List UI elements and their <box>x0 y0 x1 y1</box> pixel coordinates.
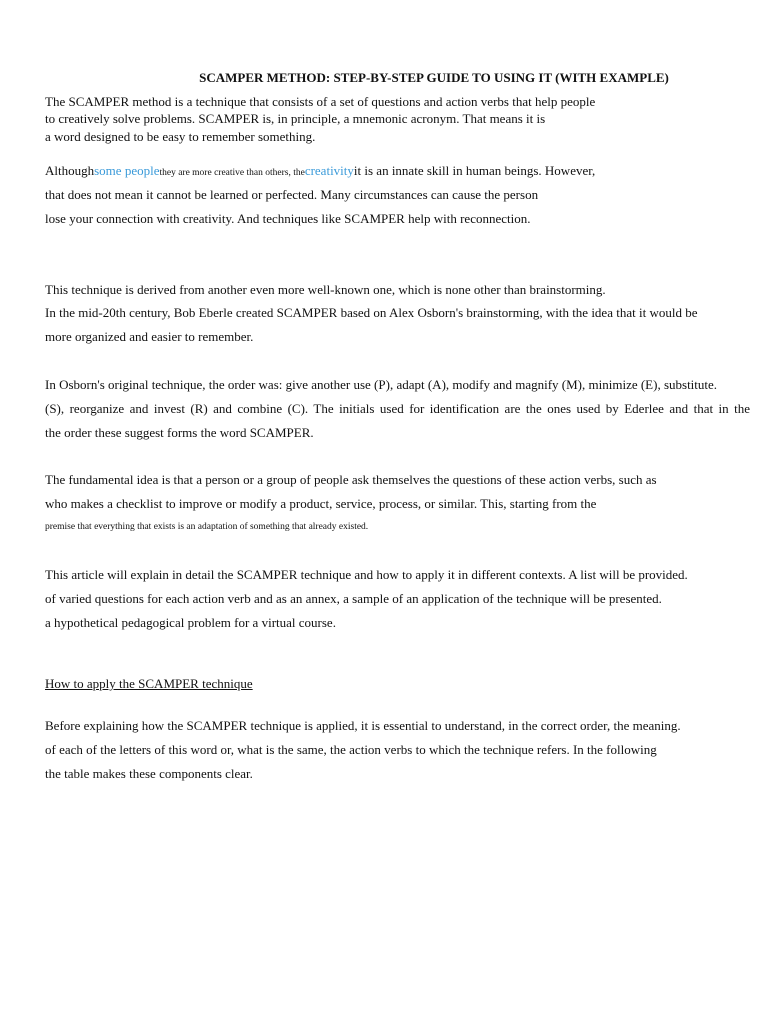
paragraph-2-line-1 <box>45 163 595 181</box>
paragraph-5-line-1: The fundamental idea is that a person or a group of people ask themselves the questions of these action verbs, such as <box>45 472 657 487</box>
paragraph-5-line-3: premise that everything that exists is an adaptation of something that already existed. <box>45 522 369 532</box>
paragraph-2-text-2: they are more creative than others, the <box>159 168 305 178</box>
paragraph-6-line-2: of varied questions for each action verb and as an annex, a sample of an application of the technique will be presented. <box>45 591 662 606</box>
section-heading: How to apply the SCAMPER technique <box>45 676 253 691</box>
paragraph-1-line-1: The SCAMPER method is a technique that consists of a set of questions and action verbs that help people <box>45 94 596 109</box>
paragraph-3-line-1: This technique is derived from another even more well-known one, which is none other than brainstorming. <box>45 282 606 297</box>
paragraph-4-line-2: (S), reorganize and invest (R) and combine (C). The initials used for identification are the ones used by Ederlee and that in the <box>45 401 750 416</box>
paragraph-4-line-1: In Osborn's original technique, the order was: give another use (P), adapt (A), modify and magnify (M), minimize (E), substitute. <box>45 377 718 392</box>
paragraph-7-line-3: the table makes these components clear. <box>45 766 253 781</box>
paragraph-3-line-3: more organized and easier to remember. <box>45 329 254 344</box>
paragraph-3-line-2: In the mid-20th century, Bob Eberle created SCAMPER based on Alex Osborn's brainstorming, with the idea that it would be <box>45 305 698 320</box>
paragraph-2-line-3: lose your connection with creativity. And techniques like SCAMPER help with reconnection. <box>45 211 531 226</box>
paragraph-4-line-3: the order these suggest forms the word SCAMPER. <box>45 425 314 440</box>
creativity-link[interactable]: creativity <box>304 163 354 178</box>
paragraph-1-line-3: a word designed to be easy to remember something. <box>45 129 316 144</box>
some-people-link[interactable]: some people <box>94 163 160 178</box>
paragraph-5-line-2: who makes a checklist to improve or modify a product, service, process, or similar. This, starting from the <box>45 496 597 511</box>
paragraph-2-text-1: Although <box>45 163 95 178</box>
paragraph-6-line-1: This article will explain in detail the SCAMPER technique and how to apply it in different contexts. A list will be provided. <box>45 567 688 582</box>
paragraph-2-line-2: that does not mean it cannot be learned or perfected. Many circumstances can cause the person <box>45 187 539 202</box>
paragraph-6-line-3: a hypothetical pedagogical problem for a virtual course. <box>45 615 336 630</box>
paragraph-7-line-2: of each of the letters of this word or, what is the same, the action verbs to which the technique refers. In the following <box>45 742 657 757</box>
paragraph-7-line-1: Before explaining how the SCAMPER technique is applied, it is essential to understand, in the correct order, the meaning. <box>45 718 681 733</box>
paragraph-1-line-2: to creatively solve problems. SCAMPER is, in principle, a mnemonic acronym. That means it is <box>45 111 546 126</box>
document-title: SCAMPER METHOD: STEP-BY-STEP GUIDE TO USING IT (WITH EXAMPLE) <box>199 70 669 85</box>
paragraph-2-text-3: it is an innate skill in human beings. However, <box>353 163 596 178</box>
